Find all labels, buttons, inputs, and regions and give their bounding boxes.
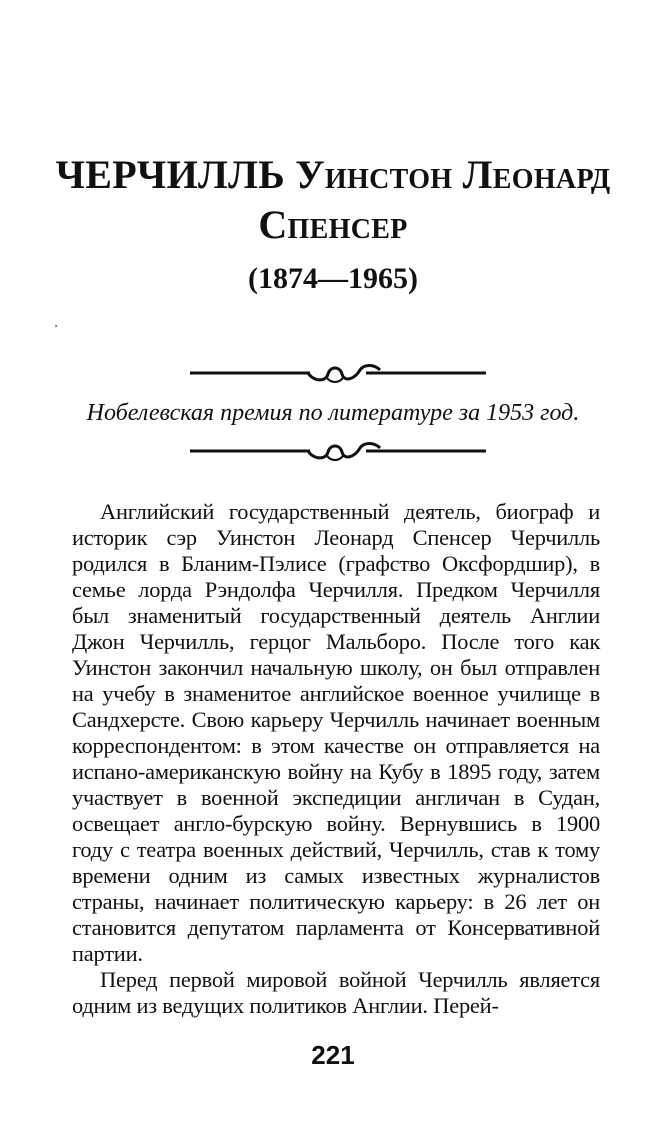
ornament-divider-bottom-icon: [190, 436, 486, 466]
life-years: (1874—1965): [248, 262, 418, 295]
chapter-title: [40, 150, 626, 250]
nobel-prize-note: Нобелевская премия по литературе за 1953 год.: [86, 400, 580, 426]
biography-text: [72, 499, 600, 1019]
paragraph-2: Перед первой мировой войной Черчилль является одним из ведущих политиков Англии. Перей-: [72, 967, 600, 1018]
paragraph-1: Английский государственный деятель, биограф и историк сэр Уинстон Леонард Спенсер Черчилль родился в Бланим-Пэлисе (графство Оксфордшир), в семье лорда Рэндолфа Черчилля. Предком Черчилля был знаменитый государственный деятель Англии Джон Черчилль, герцог Мальборо. После того как Уинстон закончил начальную школу, он был отправлен на учебу в знаменитое английское военное училище в Сандхерсте. Свою карьеру Черчилль начинает военным корреспондентом: в этом качестве он отправляется на испано-американскую войну на Кубу в 1895 году, затем участвует в военной экспедиции англичан в Судан, освещает англо-бурскую войну. Вернувшись в 1900 году с театра военных действий, Черчилль, став к тому времени одним из самых известных журналистов страны, начинает политическую карьеру: в 26 лет он становится депутатом парламента от Консервативной партии.: [72, 499, 600, 966]
page-number: 221: [311, 1040, 355, 1070]
title-given-names-line1: Уинстон Леонард: [295, 152, 611, 197]
title-given-names-line2: Спенсер: [258, 202, 408, 247]
ornament-divider-top-icon: [190, 358, 486, 388]
title-surname: ЧЕРЧИЛЛЬ: [55, 152, 285, 197]
